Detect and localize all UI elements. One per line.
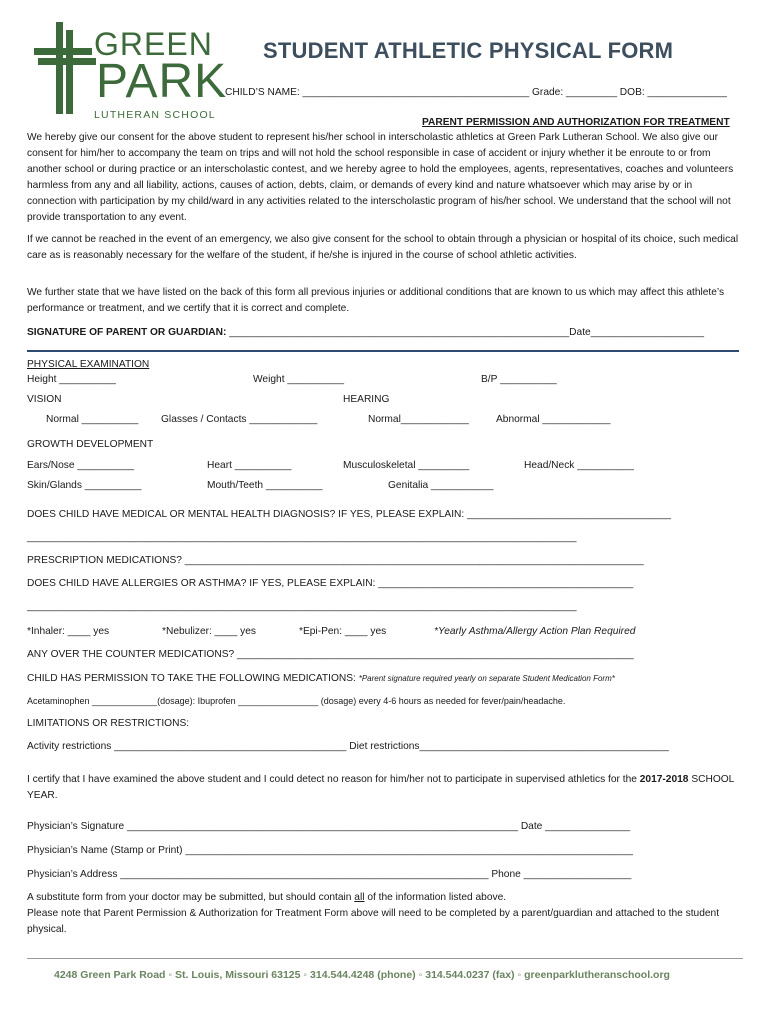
dosage-line: Acetaminophen _____________(dosage): Ibuprofen ________________ (dosage) every 4-6 hours as needed for fever/pain/headache. xyxy=(27,696,566,706)
parent-signature-label: SIGNATURE OF PARENT OR GUARDIAN: xyxy=(27,327,227,338)
physician-name-line: Physician’s Name (Stamp or Print) _______________________________________________________________________________ xyxy=(27,845,633,856)
vision-normal-field: Normal __________ xyxy=(46,414,139,425)
substitute-text-a: A substitute form from your doctor may be submitted, but should contain xyxy=(27,892,355,903)
permission-paragraph-2: If we cannot be reached in the event of an emergency, we also give consent for the school to obtain through a physician or hospital of its choice, such medical care as is reasonably necessary for the welfare of the student, if he/she is injured in the course of school athletic activities. xyxy=(27,234,739,261)
section-divider xyxy=(27,350,739,352)
hearing-label: HEARING xyxy=(343,394,390,405)
diagnosis-question: DOES CHILD HAVE MEDICAL OR MENTAL HEALTH DIAGNOSIS? IF YES, PLEASE EXPLAIN: ____________________________________ xyxy=(27,509,672,520)
logo-green-text: GREEN xyxy=(94,26,213,62)
certify-text-a: I certify that I have examined the above student and I could detect no reason for him/her not to participate in supervised athletics for the xyxy=(27,774,640,785)
medication-permission-line xyxy=(27,672,615,686)
child-info-line: CHILD’S NAME: ________________________________________ Grade: _________ DOB: ______________ xyxy=(225,87,727,98)
inhaler-field: *Inhaler: ____ yes xyxy=(27,626,110,637)
exam-heading: PHYSICAL EXAMINATION xyxy=(27,359,150,370)
limitations-label: LIMITATIONS OR RESTRICTIONS: xyxy=(27,718,190,729)
allergies-blank-line: _________________________________________________________________________________________________ xyxy=(27,601,577,612)
nebulizer-field: *Nebulizer: ____ yes xyxy=(162,626,257,637)
height-field: Height __________ xyxy=(27,374,116,385)
restrictions-line: Activity restrictions _________________________________________ Diet restrictions____________________________________________ xyxy=(27,741,669,752)
head-field: Head/Neck __________ xyxy=(524,460,634,471)
medication-permission-label: CHILD HAS PERMISSION TO TAKE THE FOLLOWING MEDICATIONS: xyxy=(27,673,359,684)
substitute-text-b: of the information listed above. xyxy=(364,892,507,903)
page-title: STUDENT ATHLETIC PHYSICAL FORM xyxy=(263,38,674,63)
footer-contact: 4248 Green Park Road ◦ St. Louis, Missouri 63125 ◦ 314.544.4248 (phone) ◦ 314.544.0237 (fax) ◦ greenparklutheranschool.org xyxy=(54,969,670,981)
cross-logo-icon xyxy=(30,20,100,120)
action-plan-note: *Yearly Asthma/Allergy Action Plan Required xyxy=(434,626,636,637)
mouth-field: Mouth/Teeth __________ xyxy=(207,480,323,491)
ears-field: Ears/Nose __________ xyxy=(27,460,135,471)
heart-field: Heart __________ xyxy=(207,460,292,471)
hearing-normal-field: Normal____________ xyxy=(368,414,469,425)
physician-signature-line: Physician’s Signature _____________________________________________________________________ Date _______________ xyxy=(27,821,631,832)
permission-paragraph-3: We further state that we have listed on the back of this form all previous injuries or additional conditions that are known to us which may affect this athlete’s performance or treatment, and we certify that it is correct and complete. xyxy=(27,287,725,314)
medication-permission-note: *Parent signature required yearly on separate Student Medication Form* xyxy=(358,674,615,683)
permission-paragraph-1: We hereby give our consent for the above student to represent his/her school in interscholastic athletics at Green Park Lutheran School. We also give our consent for him/her to accompany the team on trips and will not hold the school responsible in case of accident or injury whether it be enroute to or from another school or during practice or an interscholastic contest, and we hereby agree to hold the employees, agents, representatives, coaches and volunteers harmless from any and all liability, actions, causes of action, debts, claim, or demands of every kind and nature whatsoever which may arise by or in connection with participation by my child/ward in any activities related to the interscholastic program of his/her school. We understand that the school will not provide transportation to any event. xyxy=(27,132,734,223)
completion-note: Please note that Parent Permission & Authorization for Treatment Form above will need to be completed by a parent/guardian and attached to the student physical. xyxy=(27,908,720,935)
logo-lutheran-text: LUTHERAN SCHOOL xyxy=(94,109,216,121)
certify-statement xyxy=(27,772,743,804)
school-logo xyxy=(30,20,228,130)
prescription-question: PRESCRIPTION MEDICATIONS? _________________________________________________________________________________ xyxy=(27,555,644,566)
genitalia-field: Genitalia ___________ xyxy=(388,480,494,491)
substitute-all: all xyxy=(354,892,365,903)
glasses-field: Glasses / Contacts ____________ xyxy=(161,414,318,425)
growth-label: GROWTH DEVELOPMENT xyxy=(27,439,154,450)
bp-field: B/P __________ xyxy=(481,374,557,385)
weight-field: Weight __________ xyxy=(253,374,345,385)
certify-text-b: SCHOOL YEAR. xyxy=(27,774,734,801)
physician-address-line: Physician’s Address _________________________________________________________________ Phone ___________________ xyxy=(27,869,632,880)
parent-signature-blank: ____________________________________________________________Date____________________ xyxy=(226,327,705,338)
hearing-abnormal-field: Abnormal ____________ xyxy=(496,414,611,425)
otc-question: ANY OVER THE COUNTER MEDICATIONS? ______________________________________________________________________ xyxy=(27,649,634,660)
musculo-field: Musculoskeletal _________ xyxy=(343,460,470,471)
footer-divider xyxy=(27,958,743,959)
permission-heading: PARENT PERMISSION AND AUTHORIZATION FOR TREATMENT xyxy=(422,117,730,128)
epipen-field: *Epi-Pen: ____ yes xyxy=(299,626,387,637)
substitute-form-note xyxy=(27,891,506,905)
school-year: 2017-2018 xyxy=(639,774,689,785)
vision-label: VISION xyxy=(27,394,62,405)
diagnosis-blank-line: _________________________________________________________________________________________________ xyxy=(27,532,577,543)
logo-park-text: PARK xyxy=(96,55,228,108)
skin-field: Skin/Glands __________ xyxy=(27,480,142,491)
allergies-question: DOES CHILD HAVE ALLERGIES OR ASTHMA? IF YES, PLEASE EXPLAIN: _____________________________________________ xyxy=(27,578,634,589)
parent-signature-line xyxy=(27,326,704,340)
